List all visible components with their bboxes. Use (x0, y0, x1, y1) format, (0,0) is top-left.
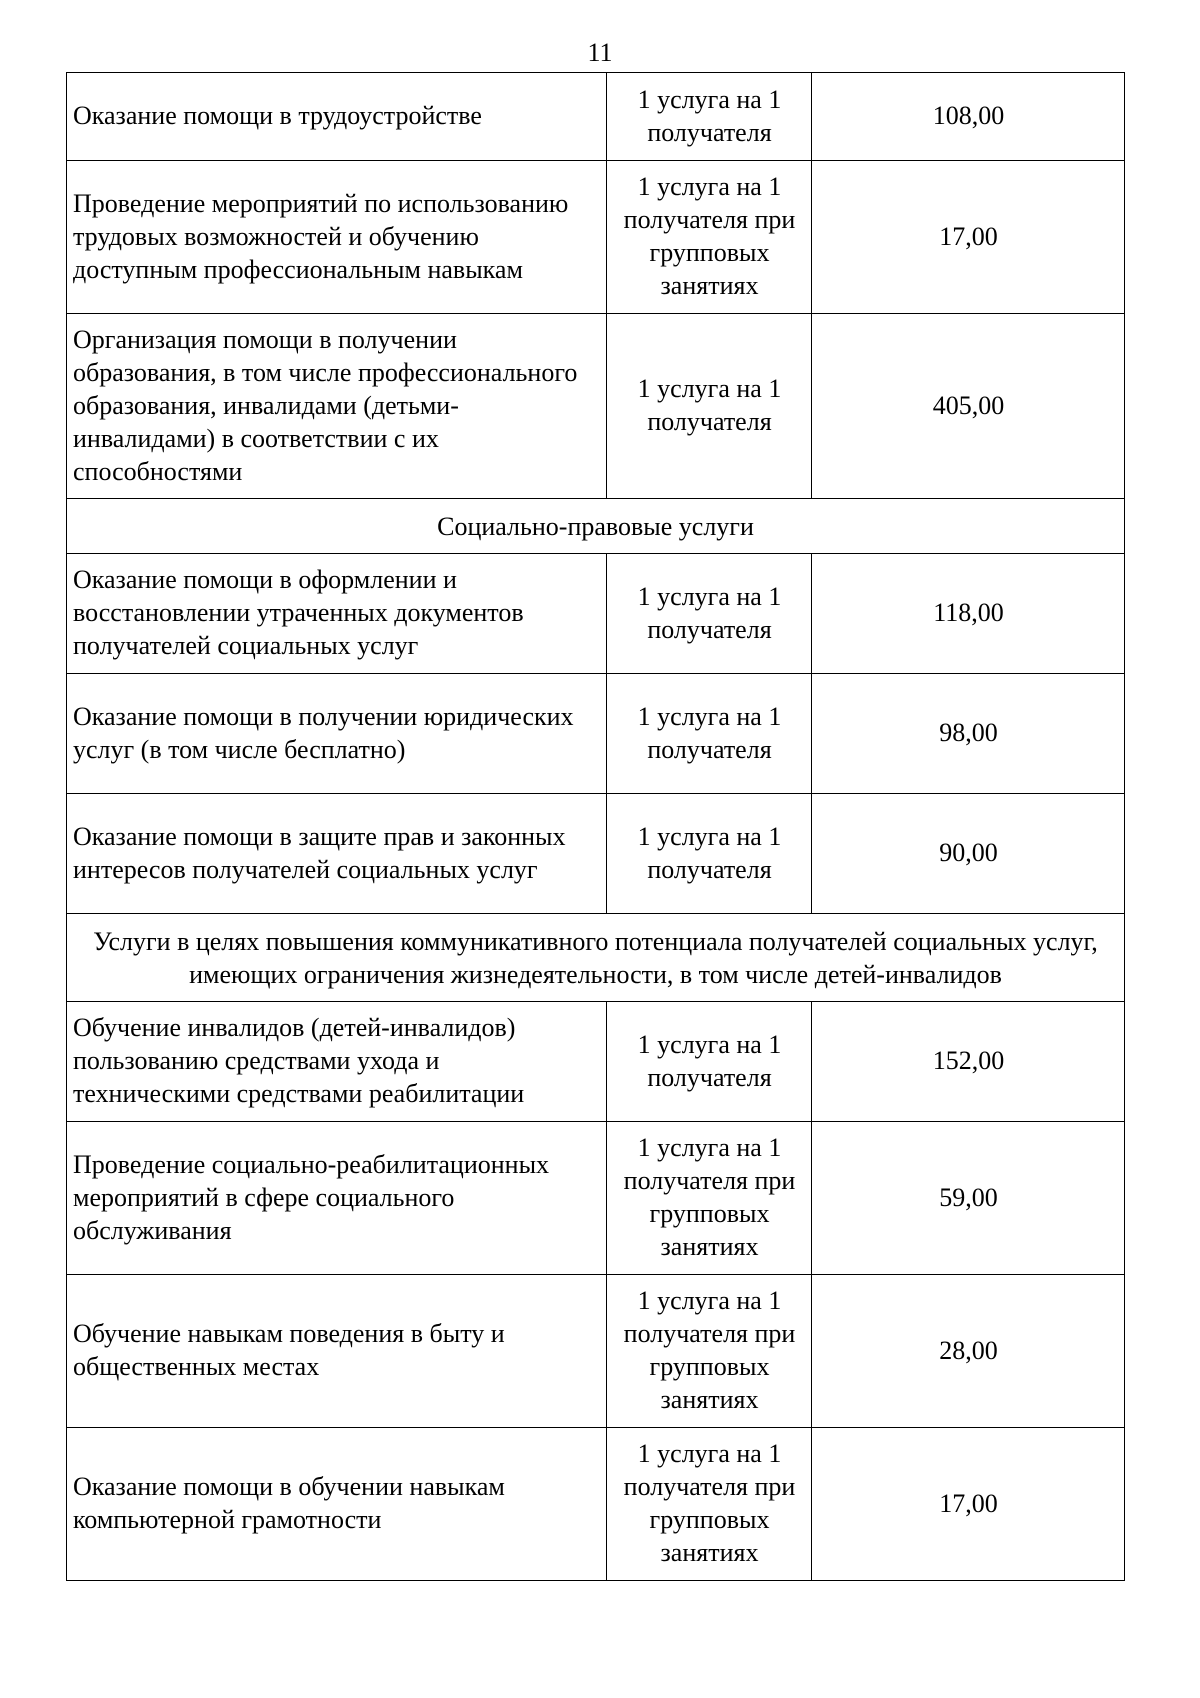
service-unit: 1 услуга на 1 получателя при групповых занятиях (607, 1275, 812, 1428)
section-header-row (67, 499, 1125, 554)
service-price: 405,00 (812, 314, 1125, 499)
service-price: 108,00 (812, 73, 1125, 161)
table-row (67, 161, 1125, 314)
service-name: Оказание помощи в оформлении и восстановлении утраченных документов получателей социальных услуг (67, 554, 607, 674)
service-name: Обучение инвалидов (детей-инвалидов) пользованию средствами ухода и техническими средствами реабилитации (67, 1002, 607, 1122)
service-name: Оказание помощи в обучении навыкам компьютерной грамотности (67, 1428, 607, 1581)
service-unit: 1 услуга на 1 получателя (607, 554, 812, 674)
table-row (67, 1122, 1125, 1275)
service-price: 118,00 (812, 554, 1125, 674)
service-name: Обучение навыкам поведения в быту и общественных местах (67, 1275, 607, 1428)
table-row (67, 1275, 1125, 1428)
service-unit: 1 услуга на 1 получателя (607, 794, 812, 914)
section-header-row (67, 914, 1125, 1002)
service-name: Проведение социально-реабилитационных мероприятий в сфере социального обслуживания (67, 1122, 607, 1275)
services-tariff-table (66, 72, 1125, 1581)
service-price: 17,00 (812, 161, 1125, 314)
service-price: 59,00 (812, 1122, 1125, 1275)
service-unit: 1 услуга на 1 получателя (607, 674, 812, 794)
table-row (67, 314, 1125, 499)
service-price: 152,00 (812, 1002, 1125, 1122)
service-name: Оказание помощи в трудоустройстве (67, 73, 607, 161)
service-unit: 1 услуга на 1 получателя при групповых занятиях (607, 1428, 812, 1581)
service-unit: 1 услуга на 1 получателя при групповых занятиях (607, 161, 812, 314)
services-tariff-table-wrapper (66, 72, 1124, 1581)
table-row (67, 73, 1125, 161)
service-price: 90,00 (812, 794, 1125, 914)
section-title: Услуги в целях повышения коммуникативного потенциала получателей социальных услуг, имеющих ограничения жизнедеятельности, в том числе детей-инвалидов (67, 914, 1125, 1002)
table-row (67, 1428, 1125, 1581)
service-price: 17,00 (812, 1428, 1125, 1581)
table-row (67, 1002, 1125, 1122)
service-unit: 1 услуга на 1 получателя при групповых занятиях (607, 1122, 812, 1275)
section-title: Социально-правовые услуги (67, 499, 1125, 554)
service-price: 28,00 (812, 1275, 1125, 1428)
service-name: Проведение мероприятий по использованию трудовых возможностей и обучению доступным профессиональным навыкам (67, 161, 607, 314)
service-unit: 1 услуга на 1 получателя (607, 314, 812, 499)
service-price: 98,00 (812, 674, 1125, 794)
table-row (67, 554, 1125, 674)
service-name: Оказание помощи в получении юридических услуг (в том числе бесплатно) (67, 674, 607, 794)
service-unit: 1 услуга на 1 получателя (607, 1002, 812, 1122)
table-row (67, 794, 1125, 914)
table-row (67, 674, 1125, 794)
service-name: Организация помощи в получении образования, в том числе профессионального образования, инвалидами (детьми-инвалидами) в соответствии с их способностями (67, 314, 607, 499)
service-name: Оказание помощи в защите прав и законных интересов получателей социальных услуг (67, 794, 607, 914)
page-number: 11 (587, 38, 613, 67)
service-unit: 1 услуга на 1 получателя (607, 73, 812, 161)
